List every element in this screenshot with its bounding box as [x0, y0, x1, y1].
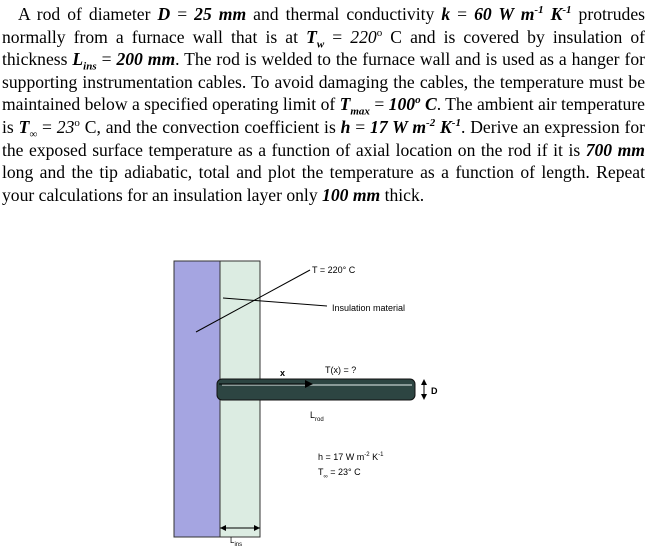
problem-statement: A rod of diameter D = 25 mm and thermal conductivity k = 60 W $m^{-1}$ $K^{-1}$ protrudes normally from a furnace wall that is at $T_w = 220^o$ C and is covered by insulation of thickness $L_{ins} = 200$ mm. The rod is welded to the furnace wall and is used as a hanger for supporting instrumentation cables. To avoid damaging the cables, the temperature must be maintained below a specified operating limit of $T_{max} = 100^o$ C. The ambient air temperature is $T_\infty = 23^o$ C, and the convection coefficient is h = 17 W $m^{-2}$ $K^{-1}$. Derive an expression for the exposed surface temperature as a function of axial location on the rod if it is 700 mm long and the tip adiabatic, total and plot the temperature as a function of length. Repeat your calculations for an insulation layer only 100 mm thick.: [2, 4, 646, 205]
diameter-arrowhead-bottom: [421, 394, 427, 400]
rod: [217, 379, 415, 400]
label-d: D: [431, 386, 438, 396]
label-insulation-material: Insulation material: [332, 303, 406, 313]
diameter-arrowhead-top: [421, 379, 427, 385]
furnace-wall: [174, 261, 220, 537]
label-lrod: $L_{rod}$: [310, 410, 324, 423]
label-lins: $L_{ins}$: [230, 536, 243, 548]
label-wall-temperature: T = 220° C: [312, 265, 356, 275]
label-x: x: [280, 368, 286, 378]
label-ambient-temperature: $T_\infty = 23^\circ$ C: [318, 467, 361, 480]
label-tx: T(x) = ?: [325, 365, 357, 375]
label-convection: h = 17 W $m^{-2}$ $K^{-1}$: [318, 452, 384, 462]
